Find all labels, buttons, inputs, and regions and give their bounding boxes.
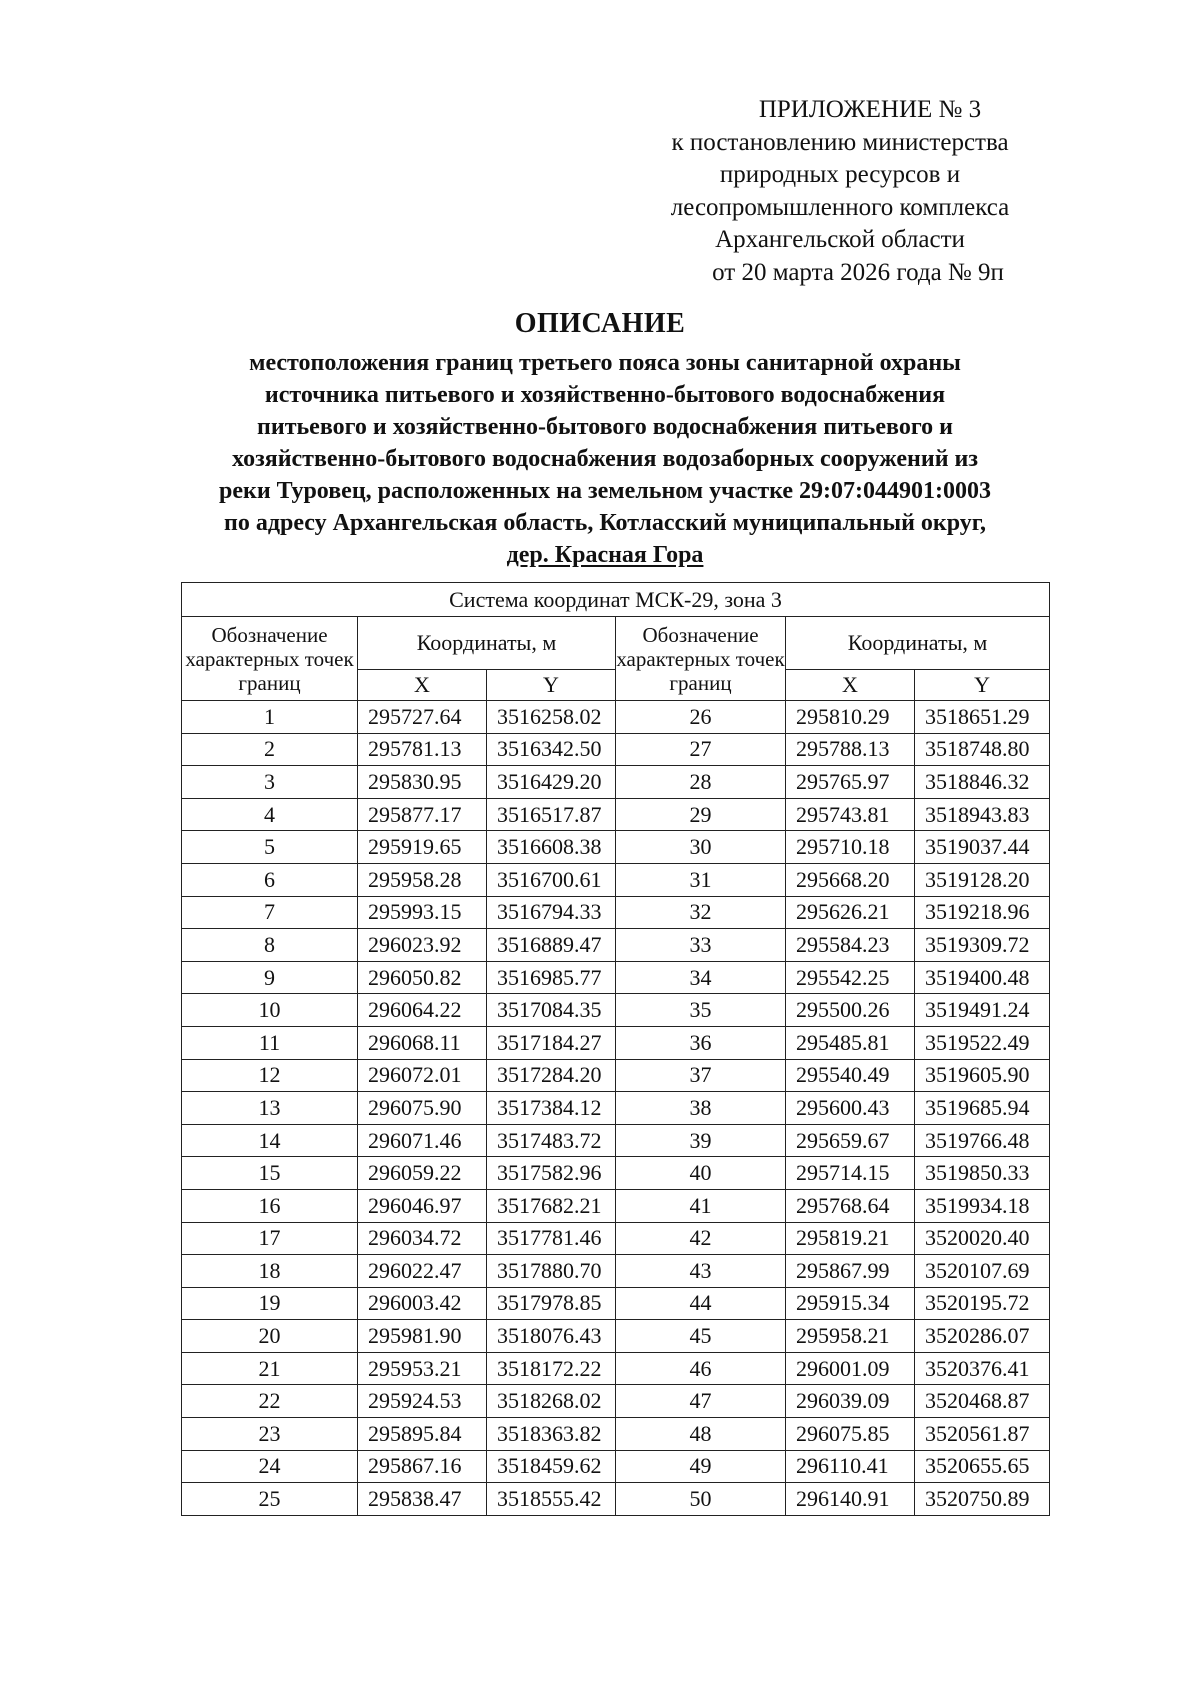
y-value-right: 3518651.29 (915, 701, 1050, 734)
x-value-right: 295600.43 (786, 1092, 915, 1125)
point-number-right: 46 (616, 1352, 786, 1385)
point-number-right: 35 (616, 994, 786, 1027)
x-value-left: 295877.17 (358, 798, 487, 831)
table-row (182, 1124, 1050, 1157)
table-row (182, 1320, 1050, 1353)
y-value-right: 3518748.80 (915, 733, 1050, 766)
point-number-left: 25 (182, 1483, 358, 1516)
y-value-left: 3517284.20 (487, 1059, 616, 1092)
y-value-right: 3518846.32 (915, 766, 1050, 799)
point-designation-header-left: Обозначение характерных точек границ (182, 617, 358, 701)
y-value-right: 3519850.33 (915, 1157, 1050, 1190)
point-number-right: 28 (616, 766, 786, 799)
y-value-right: 3519522.49 (915, 1026, 1050, 1059)
table-row (182, 733, 1050, 766)
point-number-left: 4 (182, 798, 358, 831)
x-value-right: 295765.97 (786, 766, 915, 799)
point-number-left: 7 (182, 896, 358, 929)
point-number-left: 20 (182, 1320, 358, 1353)
point-number-left: 18 (182, 1255, 358, 1288)
x-value-right: 295714.15 (786, 1157, 915, 1190)
x-value-right: 295819.21 (786, 1222, 915, 1255)
x-value-left: 296059.22 (358, 1157, 487, 1190)
point-number-right: 43 (616, 1255, 786, 1288)
y-value-left: 3516608.38 (487, 831, 616, 864)
coordinates-table-body (182, 701, 1050, 1516)
x-value-right: 296110.41 (786, 1450, 915, 1483)
x-value-left: 296072.01 (358, 1059, 487, 1092)
x-value-right: 295768.64 (786, 1189, 915, 1222)
y-value-right: 3519605.90 (915, 1059, 1050, 1092)
x-value-right: 295659.67 (786, 1124, 915, 1157)
point-number-left: 14 (182, 1124, 358, 1157)
point-number-left: 8 (182, 929, 358, 962)
x-value-right: 295915.34 (786, 1287, 915, 1320)
x-value-right: 295500.26 (786, 994, 915, 1027)
point-number-left: 6 (182, 863, 358, 896)
table-row (182, 1352, 1050, 1385)
point-number-left: 13 (182, 1092, 358, 1125)
y-value-left: 3518555.42 (487, 1483, 616, 1516)
y-value-left: 3518459.62 (487, 1450, 616, 1483)
coordinates-table (181, 582, 1050, 1516)
x-value-left: 295924.53 (358, 1385, 487, 1418)
x-value-left: 296034.72 (358, 1222, 487, 1255)
table-row (182, 1255, 1050, 1288)
x-value-left: 296003.42 (358, 1287, 487, 1320)
point-number-left: 9 (182, 961, 358, 994)
table-row (182, 1418, 1050, 1451)
y-value-right: 3519934.18 (915, 1189, 1050, 1222)
x-value-right: 295810.29 (786, 701, 915, 734)
y-value-right: 3520286.07 (915, 1320, 1050, 1353)
y-value-left: 3516517.87 (487, 798, 616, 831)
y-value-right: 3520195.72 (915, 1287, 1050, 1320)
point-number-right: 26 (616, 701, 786, 734)
point-number-right: 44 (616, 1287, 786, 1320)
subtitle-line: питьевого и хозяйственно-бытового водоснабжения питьевого и (257, 414, 953, 440)
x-value-left: 296046.97 (358, 1189, 487, 1222)
point-number-right: 36 (616, 1026, 786, 1059)
x-value-right: 295867.99 (786, 1255, 915, 1288)
y-value-left: 3518172.22 (487, 1352, 616, 1385)
x-value-right: 295788.13 (786, 733, 915, 766)
point-number-right: 32 (616, 896, 786, 929)
point-number-right: 47 (616, 1385, 786, 1418)
table-row (182, 1059, 1050, 1092)
table-row (182, 1222, 1050, 1255)
subtitle-line: реки Туровец, расположенных на земельном участке 29:07:044901:0003 (218, 478, 991, 504)
x-value-right: 295743.81 (786, 798, 915, 831)
x-value-left: 295838.47 (358, 1483, 487, 1516)
y-value-right: 3519128.20 (915, 863, 1050, 896)
point-designation-header-right: Обозначение характерных точек границ (616, 617, 786, 701)
point-number-left: 24 (182, 1450, 358, 1483)
point-number-left: 5 (182, 831, 358, 864)
point-number-right: 40 (616, 1157, 786, 1190)
point-number-right: 42 (616, 1222, 786, 1255)
y-value-right: 3518943.83 (915, 798, 1050, 831)
y-value-right: 3520020.40 (915, 1222, 1050, 1255)
point-number-right: 49 (616, 1450, 786, 1483)
x-header-right: X (786, 670, 915, 701)
point-number-right: 48 (616, 1418, 786, 1451)
y-value-right: 3520561.87 (915, 1418, 1050, 1451)
appendix-title: ПРИЛОЖЕНИЕ № 3 (758, 96, 982, 123)
point-number-left: 19 (182, 1287, 358, 1320)
table-row (182, 863, 1050, 896)
y-value-left: 3517781.46 (487, 1222, 616, 1255)
y-value-left: 3517483.72 (487, 1124, 616, 1157)
point-number-left: 12 (182, 1059, 358, 1092)
y-value-left: 3517384.12 (487, 1092, 616, 1125)
point-number-left: 2 (182, 733, 358, 766)
y-value-right: 3520107.69 (915, 1255, 1050, 1288)
x-value-left: 296022.47 (358, 1255, 487, 1288)
table-row (182, 1483, 1050, 1516)
point-number-right: 29 (616, 798, 786, 831)
y-value-right: 3520376.41 (915, 1352, 1050, 1385)
y-value-left: 3516700.61 (487, 863, 616, 896)
y-value-right: 3519037.44 (915, 831, 1050, 864)
table-row (182, 701, 1050, 734)
point-number-right: 33 (616, 929, 786, 962)
point-number-right: 45 (616, 1320, 786, 1353)
x-value-right: 295668.20 (786, 863, 915, 896)
point-number-left: 1 (182, 701, 358, 734)
y-value-right: 3519218.96 (915, 896, 1050, 929)
y-value-left: 3516794.33 (487, 896, 616, 929)
x-value-left: 295993.15 (358, 896, 487, 929)
x-value-left: 295981.90 (358, 1320, 487, 1353)
point-number-right: 27 (616, 733, 786, 766)
x-value-right: 296075.85 (786, 1418, 915, 1451)
y-value-left: 3518363.82 (487, 1418, 616, 1451)
subtitle-line: по адресу Архангельская область, Котласский муниципальный округ, (224, 510, 986, 536)
table-row (182, 1450, 1050, 1483)
coordinates-header-left: Координаты, м (358, 617, 616, 670)
point-number-right: 34 (616, 961, 786, 994)
point-number-right: 38 (616, 1092, 786, 1125)
y-value-left: 3516985.77 (487, 961, 616, 994)
table-row (182, 961, 1050, 994)
point-number-right: 37 (616, 1059, 786, 1092)
table-row (182, 798, 1050, 831)
x-value-left: 295781.13 (358, 733, 487, 766)
point-number-left: 15 (182, 1157, 358, 1190)
x-value-right: 295710.18 (786, 831, 915, 864)
table-row (182, 1026, 1050, 1059)
table-row (182, 766, 1050, 799)
x-value-left: 296068.11 (358, 1026, 487, 1059)
y-value-left: 3517184.27 (487, 1026, 616, 1059)
x-value-right: 296140.91 (786, 1483, 915, 1516)
y-value-left: 3517978.85 (487, 1287, 616, 1320)
table-row (182, 1092, 1050, 1125)
y-value-left: 3516258.02 (487, 701, 616, 734)
point-number-left: 3 (182, 766, 358, 799)
subtitle-line: хозяйственно-бытового водоснабжения водозаборных сооружений из (231, 446, 978, 472)
y-header-left: Y (487, 670, 616, 701)
appendix-block (620, 94, 1060, 289)
x-value-right: 295540.49 (786, 1059, 915, 1092)
y-value-right: 3519400.48 (915, 961, 1050, 994)
y-value-left: 3516429.20 (487, 766, 616, 799)
x-value-right: 295485.81 (786, 1026, 915, 1059)
table-row (182, 994, 1050, 1027)
table-row (182, 1385, 1050, 1418)
table-row (182, 929, 1050, 962)
y-value-right: 3519309.72 (915, 929, 1050, 962)
appendix-line: природных ресурсов и (719, 161, 961, 188)
y-value-right: 3519685.94 (915, 1092, 1050, 1125)
table-row (182, 1287, 1050, 1320)
x-value-left: 296050.82 (358, 961, 487, 994)
point-number-left: 22 (182, 1385, 358, 1418)
y-value-right: 3520750.89 (915, 1483, 1050, 1516)
point-number-right: 41 (616, 1189, 786, 1222)
y-value-left: 3516342.50 (487, 733, 616, 766)
appendix-line: Архангельской области (715, 226, 965, 253)
x-value-right: 295542.25 (786, 961, 915, 994)
x-value-left: 295895.84 (358, 1418, 487, 1451)
y-value-left: 3517682.21 (487, 1189, 616, 1222)
point-number-left: 16 (182, 1189, 358, 1222)
coordinates-header-right: Координаты, м (786, 617, 1050, 670)
x-value-left: 296071.46 (358, 1124, 487, 1157)
point-number-right: 39 (616, 1124, 786, 1157)
x-value-left: 295919.65 (358, 831, 487, 864)
point-number-left: 23 (182, 1418, 358, 1451)
point-number-left: 17 (182, 1222, 358, 1255)
table-row (182, 1157, 1050, 1190)
subtitle-line: местоположения границ третьего пояса зоны санитарной охраны (249, 350, 961, 376)
x-value-left: 295727.64 (358, 701, 487, 734)
coordinate-system-header: Система координат МСК-29, зона 3 (182, 583, 1050, 617)
y-value-left: 3518076.43 (487, 1320, 616, 1353)
point-number-right: 31 (616, 863, 786, 896)
subtitle-line: дер. Красная Гора (506, 542, 704, 568)
x-value-right: 295584.23 (786, 929, 915, 962)
x-value-right: 295958.21 (786, 1320, 915, 1353)
x-value-right: 296001.09 (786, 1352, 915, 1385)
x-value-left: 295867.16 (358, 1450, 487, 1483)
y-value-left: 3517582.96 (487, 1157, 616, 1190)
document-title: ОПИСАНИЕ (514, 308, 686, 339)
document-subtitle (130, 347, 1080, 571)
x-value-right: 296039.09 (786, 1385, 915, 1418)
point-number-right: 50 (616, 1483, 786, 1516)
table-row (182, 896, 1050, 929)
x-value-left: 295953.21 (358, 1352, 487, 1385)
y-value-right: 3520468.87 (915, 1385, 1050, 1418)
y-value-left: 3518268.02 (487, 1385, 616, 1418)
y-value-left: 3516889.47 (487, 929, 616, 962)
appendix-date: от 20 марта 2026 года № 9п (712, 258, 1004, 286)
x-value-left: 295958.28 (358, 863, 487, 896)
y-value-right: 3519766.48 (915, 1124, 1050, 1157)
x-value-left: 296075.90 (358, 1092, 487, 1125)
x-value-left: 296023.92 (358, 929, 487, 962)
x-value-left: 296064.22 (358, 994, 487, 1027)
point-number-left: 21 (182, 1352, 358, 1385)
y-value-left: 3517084.35 (487, 994, 616, 1027)
x-value-right: 295626.21 (786, 896, 915, 929)
point-number-right: 30 (616, 831, 786, 864)
y-header-right: Y (915, 670, 1050, 701)
y-value-right: 3520655.65 (915, 1450, 1050, 1483)
table-row (182, 831, 1050, 864)
y-value-right: 3519491.24 (915, 994, 1050, 1027)
point-number-left: 11 (182, 1026, 358, 1059)
point-number-left: 10 (182, 994, 358, 1027)
x-header-left: X (358, 670, 487, 701)
y-value-left: 3517880.70 (487, 1255, 616, 1288)
table-row (182, 1189, 1050, 1222)
x-value-left: 295830.95 (358, 766, 487, 799)
appendix-line: к постановлению министерства (671, 128, 1009, 156)
appendix-line: лесопромышленного комплекса (670, 193, 1010, 221)
subtitle-line: источника питьевого и хозяйственно-бытового водоснабжения (264, 382, 946, 408)
